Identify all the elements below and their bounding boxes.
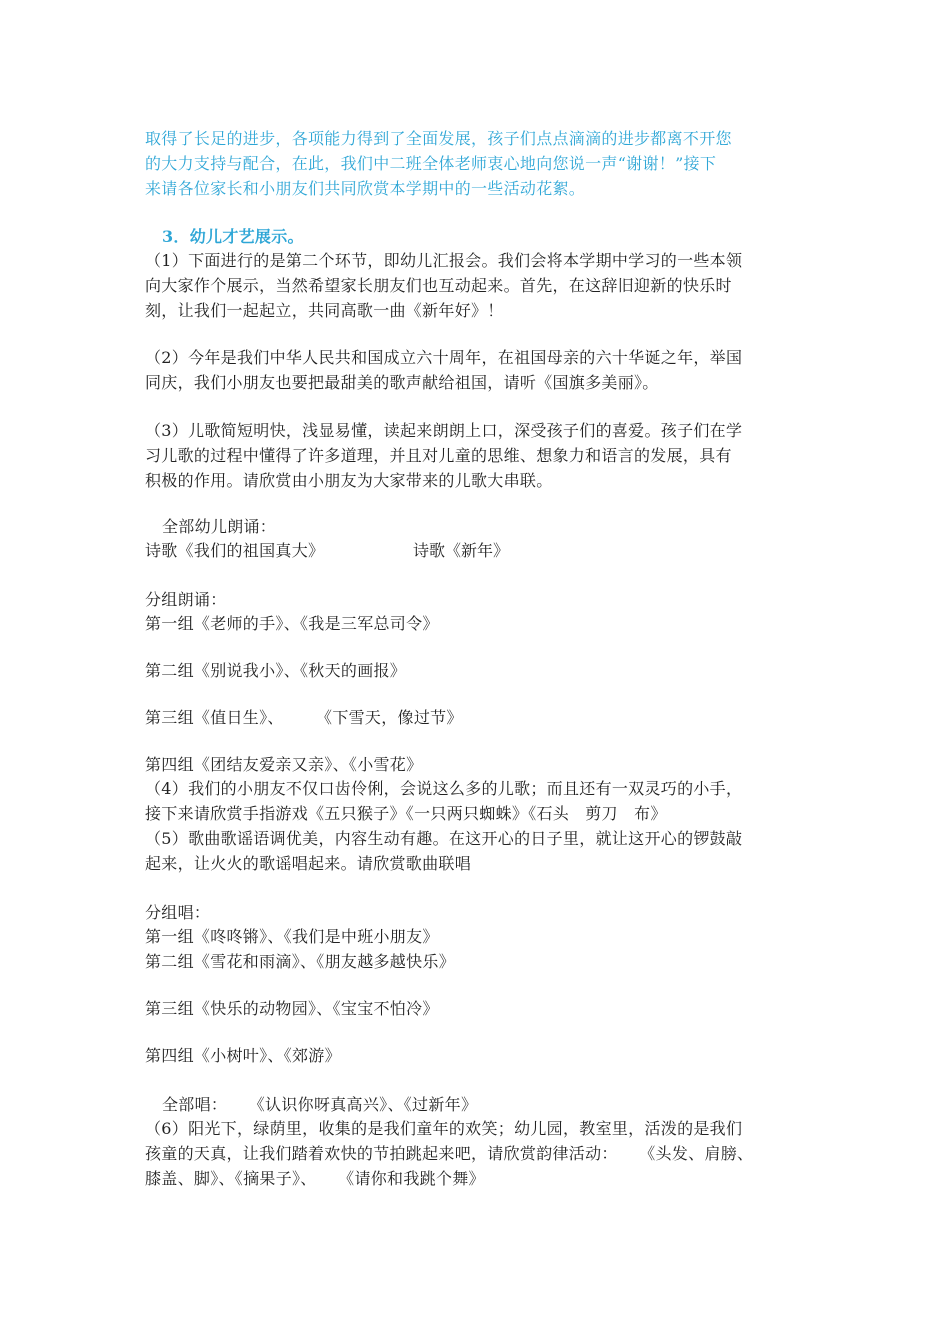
group-recite-label: 分组朗诵： xyxy=(145,590,227,609)
intro-line: 来请各位家长和小朋友们共同欣赏本学期中的一些活动花絮。 xyxy=(145,179,586,198)
paragraph-line: 接下来请欣赏手指游戏《五只猴子》《一只两只蜘蛛》《石头 剪刀 布》 xyxy=(145,804,667,823)
recite-all-label: 全部幼儿朗诵： xyxy=(162,517,277,536)
intro-line: 取得了长足的进步，各项能力得到了全面发展，孩子们点点滴滴的进步都离不开您 xyxy=(145,129,732,148)
group-sing-item: 第四组《小树叶》、《郊游》 xyxy=(145,1046,341,1065)
group-recite-item: 第二组《别说我小》、《秋天的画报》 xyxy=(145,661,407,680)
paragraph-line: 刻，让我们一起起立，共同高歌一曲《新年好》！ xyxy=(145,301,504,320)
paragraph-line: 同庆，我们小朋友也要把最甜美的歌声献给祖国，请听《国旗多美丽》。 xyxy=(145,373,659,392)
group-sing-item: 第三组《快乐的动物园》、《宝宝不怕冷》 xyxy=(145,999,439,1018)
intro-line: 的大力支持与配合，在此，我们中二班全体老师衷心地向您说一声“谢谢！”接下 xyxy=(145,154,717,173)
recite-all-item: 诗歌《我们的祖国真大》 xyxy=(145,541,325,560)
paragraph-line: 起来，让火火的歌谣唱起来。请欣赏歌曲联唱 xyxy=(145,854,472,873)
paragraph-line: （5）歌曲歌谣语调优美，内容生动有趣。在这开心的日子里，就让这开心的锣鼓敲 xyxy=(145,829,743,848)
section-heading: 3．幼儿才艺展示。 xyxy=(162,227,304,246)
paragraph-line: 习儿歌的过程中懂得了许多道理，并且对儿童的思维、想象力和语言的发展，具有 xyxy=(145,446,732,465)
group-sing-item: 第一组《咚咚锵》、《我们是中班小朋友》 xyxy=(145,927,439,946)
sing-all-line: 全部唱： 《认识你呀真高兴》、《过新年》 xyxy=(162,1095,478,1114)
group-sing-label: 分组唱： xyxy=(145,903,211,922)
paragraph-line: （4）我们的小朋友不仅口齿伶俐，会说这么多的儿歌；而且还有一双灵巧的小手， xyxy=(145,779,743,798)
paragraph-line: （6）阳光下，绿荫里，收集的是我们童年的欢笑；幼儿园，教室里，活泼的是我们 xyxy=(145,1119,743,1138)
paragraph-line: （1）下面进行的是第二个环节，即幼儿汇报会。我们会将本学期中学习的一些本领 xyxy=(145,251,743,270)
paragraph-line: （2）今年是我们中华人民共和国成立六十周年，在祖国母亲的六十华诞之年，举国 xyxy=(145,348,743,367)
paragraph-line: 孩童的天真，让我们踏着欢快的节拍跳起来吧，请欣赏韵律活动： 《头发、肩膀、 xyxy=(145,1144,754,1163)
group-recite-item: 第一组《老师的手》、《我是三军总司令》 xyxy=(145,614,439,633)
paragraph-line: （3）儿歌简短明快，浅显易懂，读起来朗朗上口，深受孩子们的喜爱。孩子们在学 xyxy=(145,421,743,440)
paragraph-line: 向大家作个展示，当然希望家长朋友们也互动起来。首先，在这辞旧迎新的快乐时 xyxy=(145,276,732,295)
paragraph-line: 积极的作用。请欣赏由小朋友为大家带来的儿歌大串联。 xyxy=(145,471,553,490)
paragraph-line: 膝盖、脚》、《摘果子》、 《请你和我跳个舞》 xyxy=(145,1169,485,1188)
group-recite-item: 第三组《值日生》、 《下雪天，像过节》 xyxy=(145,708,463,727)
group-sing-item: 第二组《雪花和雨滴》、《朋友越多越快乐》 xyxy=(145,952,456,971)
group-recite-item: 第四组《团结友爱亲又亲》、《小雪花》 xyxy=(145,755,423,774)
recite-all-item: 诗歌《新年》 xyxy=(413,541,510,560)
